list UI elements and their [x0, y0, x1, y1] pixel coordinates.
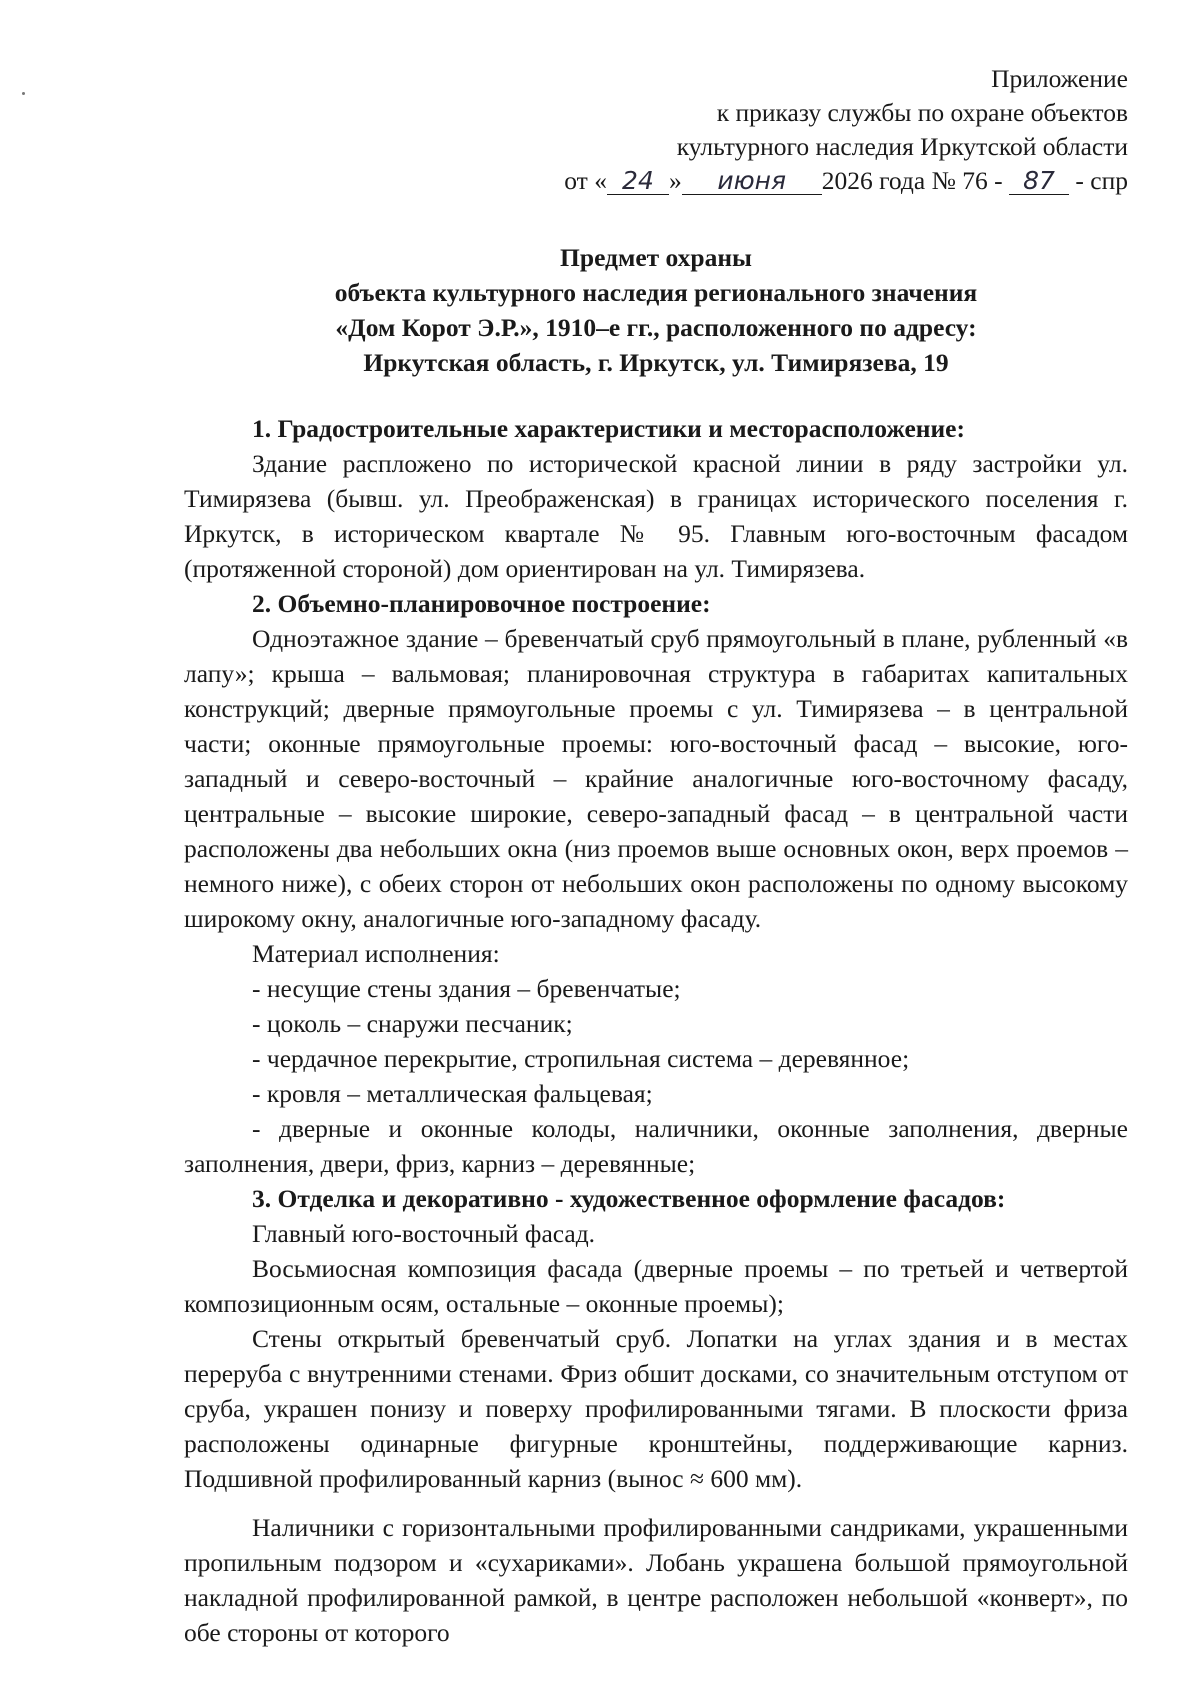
section-1-text: Здание распложено по исторической красной линии в ряду застройки ул. Тимирязева (бывш. ул. Преображенская) в границах исторического поселения г. Иркутск, в историческом квартале № 95. Главным юго-восточным фасадом (протяженной стороной) дом ориентирован на ул. Тимирязева.	[184, 449, 1128, 583]
paragraph-gap	[184, 1496, 1128, 1510]
appendix-header	[184, 62, 1128, 198]
order-year: 2026 года № 76 -	[821, 166, 1010, 195]
material-item: - дверные и оконные колоды, наличники, оконные заполнения, дверные заполнения, двери, фриз, карниз – деревянные;	[184, 1114, 1128, 1178]
handwritten-month: июня	[682, 168, 822, 195]
section-3-paragraph-2: Стены открытый бревенчатый сруб. Лопатки на углах здания и в местах переруба с внутренними стенами. Фриз обшит досками, со значительным отступом от сруба, украшен понизу и поверху профилированными тягами. В плоскости фриза расположены одинарные фигурные кронштейны, поддерживающие карниз. Подшивной профилированный карниз (вынос ≈ 600 мм).	[184, 1324, 1128, 1493]
order-quote-close: »	[668, 166, 682, 195]
material-label: Материал исполнения:	[252, 939, 500, 968]
material-item: - цоколь – снаружи песчаник;	[252, 1009, 573, 1038]
title-line-2: объекта культурного наследия регионального значения	[334, 278, 978, 307]
order-suffix: - спр	[1069, 166, 1128, 195]
document-title	[184, 240, 1128, 380]
document-page	[184, 62, 1128, 1650]
section-3-paragraph-1: Восьмиосная композиция фасада (дверные проемы – по третьей и четвертой композиционным осям, остальные – оконные проемы);	[184, 1254, 1128, 1318]
title-line-3: «Дом Корот Э.Р.», 1910–е гг., расположенного по адресу:	[335, 313, 977, 342]
material-item: - чердачное перекрытие, стропильная система – деревянное;	[252, 1044, 910, 1073]
section-3-heading: 3. Отделка и декоративно - художественное оформление фасадов:	[252, 1184, 1006, 1213]
handwritten-day: 24	[607, 168, 669, 195]
section-1-heading: 1. Градостроительные характеристики и месторасположение:	[252, 414, 965, 443]
order-reference-line: к приказу службы по охране объектов	[716, 98, 1128, 127]
appendix-label: Приложение	[991, 64, 1128, 93]
order-prefix: от «	[564, 166, 607, 195]
material-item: - несущие стены здания – бревенчатые;	[252, 974, 681, 1003]
material-item: - кровля – металлическая фальцевая;	[252, 1079, 653, 1108]
section-2-text: Одноэтажное здание – бревенчатый сруб прямоугольный в плане, рубленный «в лапу»; крыша – вальмовая; планировочная структура в габаритах капитальных конструкций; дверные прямоугольные проемы с ул. Тимирязева – в центральной части; оконные прямоугольные проемы: юго-восточный фасад – высокие, юго-западный и северо-восточный – крайние аналогичные юго-восточному фасаду, центральные – высокие широкие, северо-западный фасад – в центральной части расположены два небольших окна (низ проемов выше основных окон, верх проемов – немного ниже), с обеих сторон от небольших окон расположены по одному высокому широкому окну, аналогичные юго-западному фасаду.	[184, 624, 1128, 933]
title-line-4: Иркутская область, г. Иркутск, ул. Тимирязева, 19	[363, 348, 949, 377]
order-date-line	[184, 164, 1128, 198]
facade-label: Главный юго-восточный фасад.	[252, 1219, 596, 1248]
section-2-heading: 2. Объемно-планировочное построение:	[252, 589, 711, 618]
scan-speck	[22, 92, 25, 95]
section-3-paragraph-3: Наличники с горизонтальными профилированными сандриками, украшенными пропильным подзором и «сухариками». Лобань украшена большой прямоугольной накладной профилированной рамкой, в центре расположен небольшой «конверт», по обе стороны от которого	[184, 1513, 1128, 1647]
title-line-1: Предмет охраны	[560, 243, 752, 272]
authority-line: культурного наследия Иркутской области	[676, 132, 1128, 161]
handwritten-order-number: 87	[1009, 168, 1069, 195]
